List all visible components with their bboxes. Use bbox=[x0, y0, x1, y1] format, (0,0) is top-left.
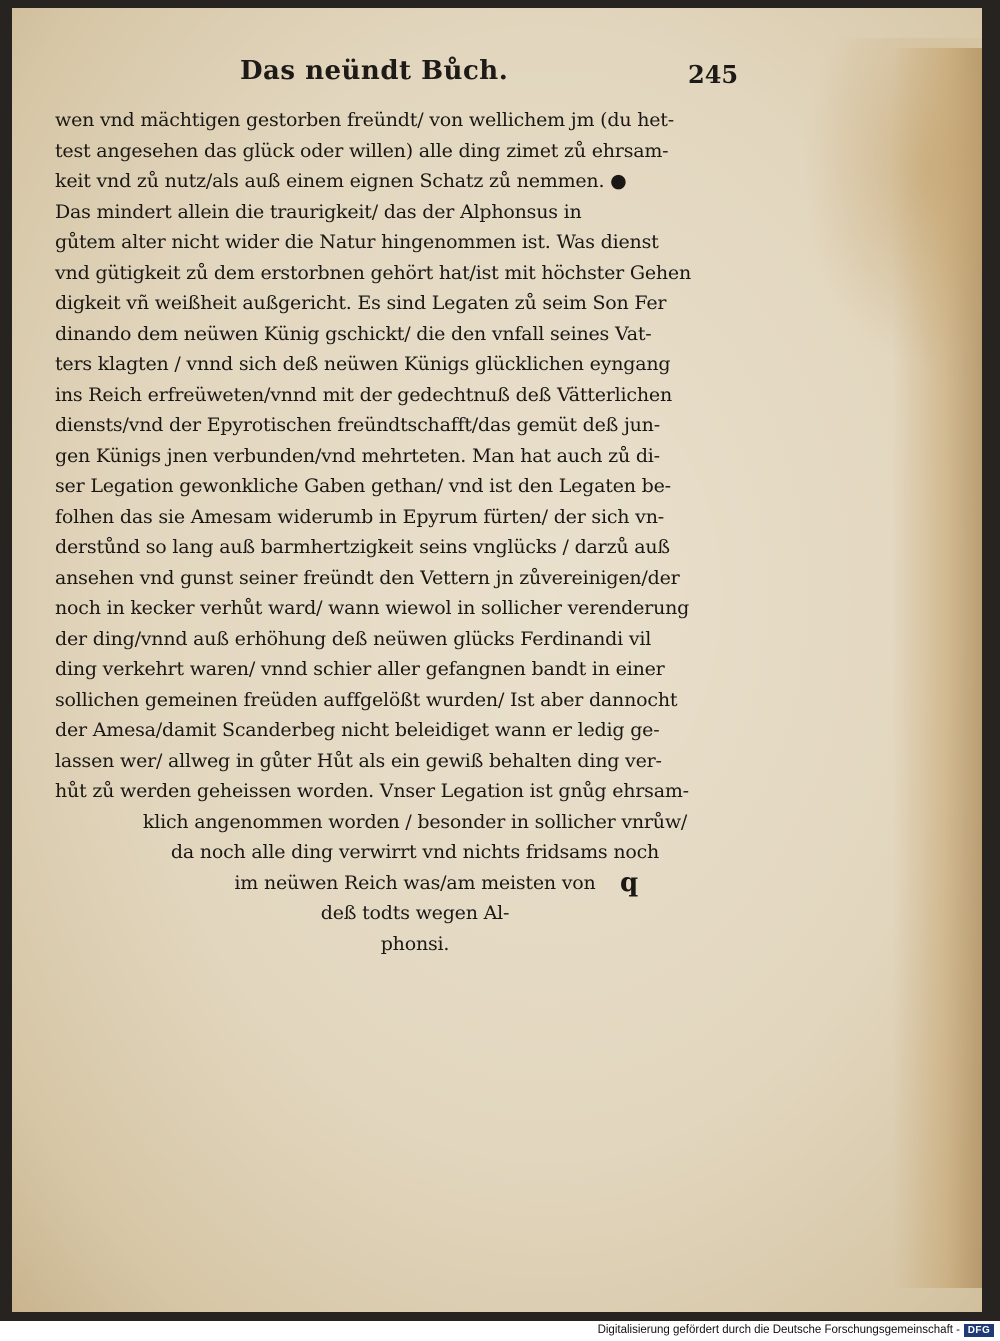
text-line: dinando dem neüwen Künig gschickt/ die den vnfall seines Vat- bbox=[55, 322, 652, 345]
text-line: test angesehen das glück oder willen) alle ding zimet zů ehrsam- bbox=[55, 139, 669, 162]
text-line: noch in kecker verhůt ward/ wann wiewol in sollicher verenderung bbox=[55, 597, 690, 619]
dfg-logo: DFG bbox=[964, 1324, 994, 1337]
page-number: 245 bbox=[688, 60, 739, 89]
page-stain-top bbox=[802, 38, 982, 368]
text-line: keit vnd zů nutz/als auß einem eignen Schatz zů nemmen. ● bbox=[55, 170, 627, 192]
text-line-centered: phonsi. bbox=[380, 932, 450, 955]
text-line-centered: da noch alle ding verwirrt vnd nichts fridsams noch bbox=[170, 841, 660, 863]
running-header: Das neündt Bůch. bbox=[240, 56, 509, 86]
text-line: lassen wer/ allweg in gůter Hůt als ein gewiß behalten ding ver- bbox=[55, 749, 662, 772]
text-line-centered: im neüwen Reich was/am meisten von bbox=[234, 871, 596, 894]
text-line: Das mindert allein die traurigkeit/ das der Alphonsus in bbox=[55, 200, 582, 223]
text-line: sollichen gemeinen freüden auffgelößt wurden/ Ist aber dannocht bbox=[55, 688, 678, 711]
text-line: der Amesa/damit Scanderbeg nicht beleidiget wann er ledig ge- bbox=[55, 719, 660, 741]
funding-credit: Digitalisierung gefördert durch die Deutsche Forschungsgemeinschaft - bbox=[597, 1324, 960, 1336]
credit-bar bbox=[0, 1321, 1000, 1341]
text-line: ters klagten / vnnd sich deß neüwen Künigs glücklichen eyngang bbox=[55, 353, 671, 375]
text-line: ins Reich erfreüweten/vnnd mit der gedechtnuß deß Vätterlichen bbox=[55, 383, 672, 406]
text-line: hůt zů werden geheissen worden. Vnser Legation ist gnůg ehrsam- bbox=[55, 780, 689, 802]
text-line: vnd gütigkeit zů dem erstorbnen gehört hat/ist mit höchster Gehen bbox=[55, 261, 692, 284]
text-line: digkeit vñ weißheit außgericht. Es sind Legaten zů seim Son Fer bbox=[55, 292, 667, 314]
text-line-centered: deß todts wegen Al- bbox=[320, 902, 510, 924]
text-line: gen Künigs jnen verbunden/vnd mehrteten. Man hat auch zů di- bbox=[55, 444, 660, 467]
text-line: gůtem alter nicht wider die Natur hingenommen ist. Was dienst bbox=[55, 231, 659, 253]
text-line: diensts/vnd der Epyrotischen freündtschafft/das gemüt deß jun- bbox=[55, 414, 660, 436]
text-line: der ding/vnnd auß erhöhung deß neüwen glücks Ferdinandi vil bbox=[55, 627, 652, 650]
signature-mark: q bbox=[620, 868, 639, 898]
text-line: derstůnd so lang auß barmhertzigkeit seins vnglücks / darzů auß bbox=[55, 536, 670, 558]
text-line: folhen das sie Amesam widerumb in Epyrum fürten/ der sich vn- bbox=[55, 505, 664, 528]
text-line: ser Legation gewonkliche Gaben gethan/ vnd ist den Legaten be- bbox=[55, 475, 671, 497]
body-text bbox=[55, 105, 775, 959]
text-line-centered: klich angenommen worden / besonder in sollicher vnrůw/ bbox=[142, 810, 688, 833]
text-line: ding verkehrt waren/ vnnd schier aller gefangnen bandt in einer bbox=[55, 658, 665, 680]
text-line: ansehen vnd gunst seiner freündt den Vettern jn zůvereinigen/der bbox=[55, 566, 680, 589]
text-line: wen vnd mächtigen gestorben freündt/ von wellichem jm (du het- bbox=[55, 109, 674, 131]
